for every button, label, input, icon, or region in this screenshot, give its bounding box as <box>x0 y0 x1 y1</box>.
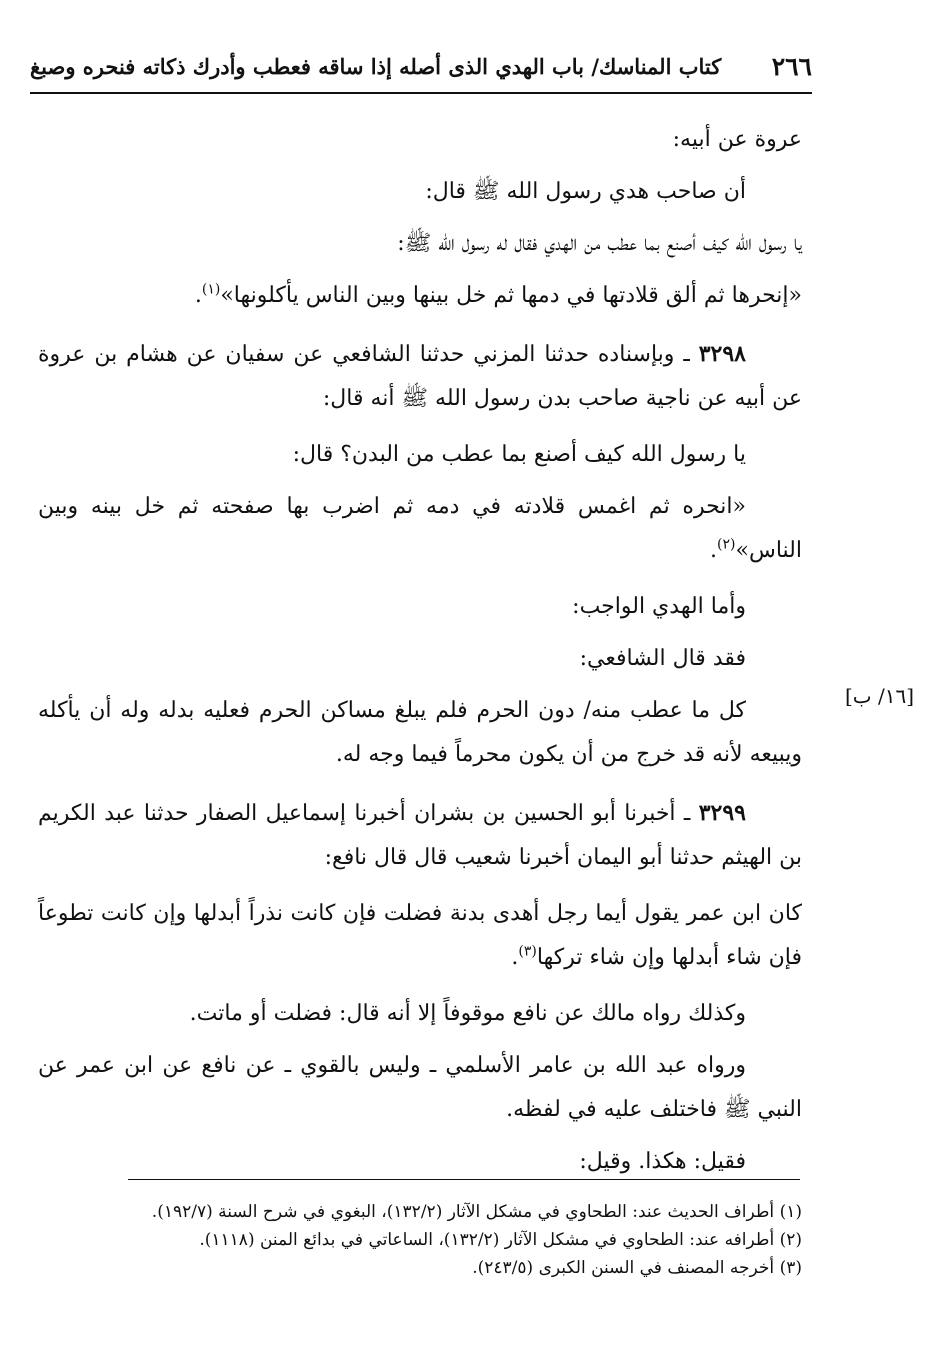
text: كل ما عطب منه/ دون الحرم فلم يبلغ مساكن الحرم فعليه بدله وله أن يأكله ويبيعه لأنه قد خرج من أن يكون محرماً فيما وجه له. <box>38 698 802 767</box>
footnote-ref: (٣) <box>518 943 537 960</box>
text: «إنحرها ثم ألق قلادتها في دمها ثم خل بينها وبين الناس يأكلونها» <box>220 283 802 308</box>
paragraph <box>38 485 802 573</box>
paragraph <box>38 637 802 681</box>
footnote-number: (١) <box>779 1202 802 1222</box>
paragraph <box>38 585 802 629</box>
paragraph <box>38 689 802 777</box>
footnote-number: (٢) <box>779 1230 802 1250</box>
text: ـ وبإسناده حدثنا المزني حدثنا الشافعي عن سفيان عن هشام بن عروة عن أبيه عن ناجية صاحب بدن رسول الله ﷺ أنه قال: <box>38 342 802 411</box>
manuscript-folio-marker: [١٦/ ب] <box>844 684 914 708</box>
hadith-3298 <box>38 332 802 421</box>
page-header <box>30 48 812 94</box>
footnote <box>40 1254 802 1282</box>
footnote-number: (٣) <box>779 1258 802 1278</box>
text: يا رسول الله كيف أصنع بما عطب من الهدي فقال له رسول الله ﷺ: <box>397 231 802 256</box>
hadith-3299 <box>38 791 802 880</box>
footnote-ref: (١) <box>201 281 221 298</box>
text: «انحره ثم اغمس قلادته في دمه ثم اضرب بها صفحته ثم خل بينه وبين الناس» <box>38 494 802 563</box>
text: فقد قال الشافعي: <box>579 646 746 671</box>
text: كان ابن عمر يقول أيما رجل أهدى بدنة فضلت فإن كانت نذراً أبدلها وإن كانت تطوعاً فإن شاء أبدلها وإن شاء تركها <box>38 901 802 970</box>
page-number: ٢٦٦ <box>771 52 812 81</box>
footnote-ref: (٢) <box>717 536 736 553</box>
footnote <box>40 1226 802 1254</box>
paragraph <box>38 1140 802 1184</box>
text: ـ أخبرنا أبو الحسين بن بشران أخبرنا إسماعيل الصفار حدثنا عبد الكريم بن الهيثم حدثنا أبو اليمان أخبرنا شعيب قال قال نافع: <box>38 801 802 870</box>
footnote <box>40 1198 802 1226</box>
text: عروة عن أبيه: <box>672 127 802 152</box>
paragraph <box>38 274 802 318</box>
text: . <box>511 945 519 970</box>
paragraph <box>38 118 802 162</box>
paragraph <box>38 222 802 266</box>
paragraph <box>38 992 802 1036</box>
paragraph <box>38 892 802 980</box>
text: وأما الهدي الواجب: <box>572 594 746 619</box>
hadith-number: ٣٢٩٩ <box>698 800 746 826</box>
footnote-text: أطراف الحديث عند: الطحاوي في مشكل الآثار (١٣٢/٢)، البغوي في شرح السنة (١٩٢/٧). <box>151 1202 780 1222</box>
text: . <box>194 283 202 308</box>
text: ورواه عبد الله بن عامر الأسلمي ـ وليس بالقوي ـ عن نافع عن ابن عمر عن النبي ﷺ فاختلف عليه في لفظه. <box>38 1053 802 1122</box>
paragraph <box>38 433 802 477</box>
text: أن صاحب هدي رسول الله ﷺ قال: <box>425 179 746 204</box>
paragraph <box>38 170 802 214</box>
footnote-text: أخرجه المصنف في السنن الكبرى (٢٤٣/٥). <box>472 1258 780 1278</box>
footnotes <box>40 1198 802 1282</box>
main-text <box>38 118 802 1192</box>
running-title: كتاب المناسك/ باب الهدي الذى أصله إذا ساقه فعطب وأدرك ذكاته فنحره وصبغ <box>30 54 722 79</box>
text: وكذلك رواه مالك عن نافع موقوفاً إلا أنه قال: فضلت أو ماتت. <box>189 1001 746 1026</box>
text: يا رسول الله كيف أصنع بما عطب من البدن؟ قال: <box>292 442 746 467</box>
text: فقيل: هكذا. وقيل: <box>579 1149 746 1174</box>
footnote-text: أطرافه عند: الطحاوي في مشكل الآثار (١٣٢/٢)، الساعاتي في بدائع المنن (١١١٨). <box>199 1230 780 1250</box>
footnote-divider <box>128 1179 800 1180</box>
hadith-number: ٣٢٩٨ <box>698 341 746 367</box>
text: . <box>710 538 718 563</box>
paragraph <box>38 1044 802 1132</box>
